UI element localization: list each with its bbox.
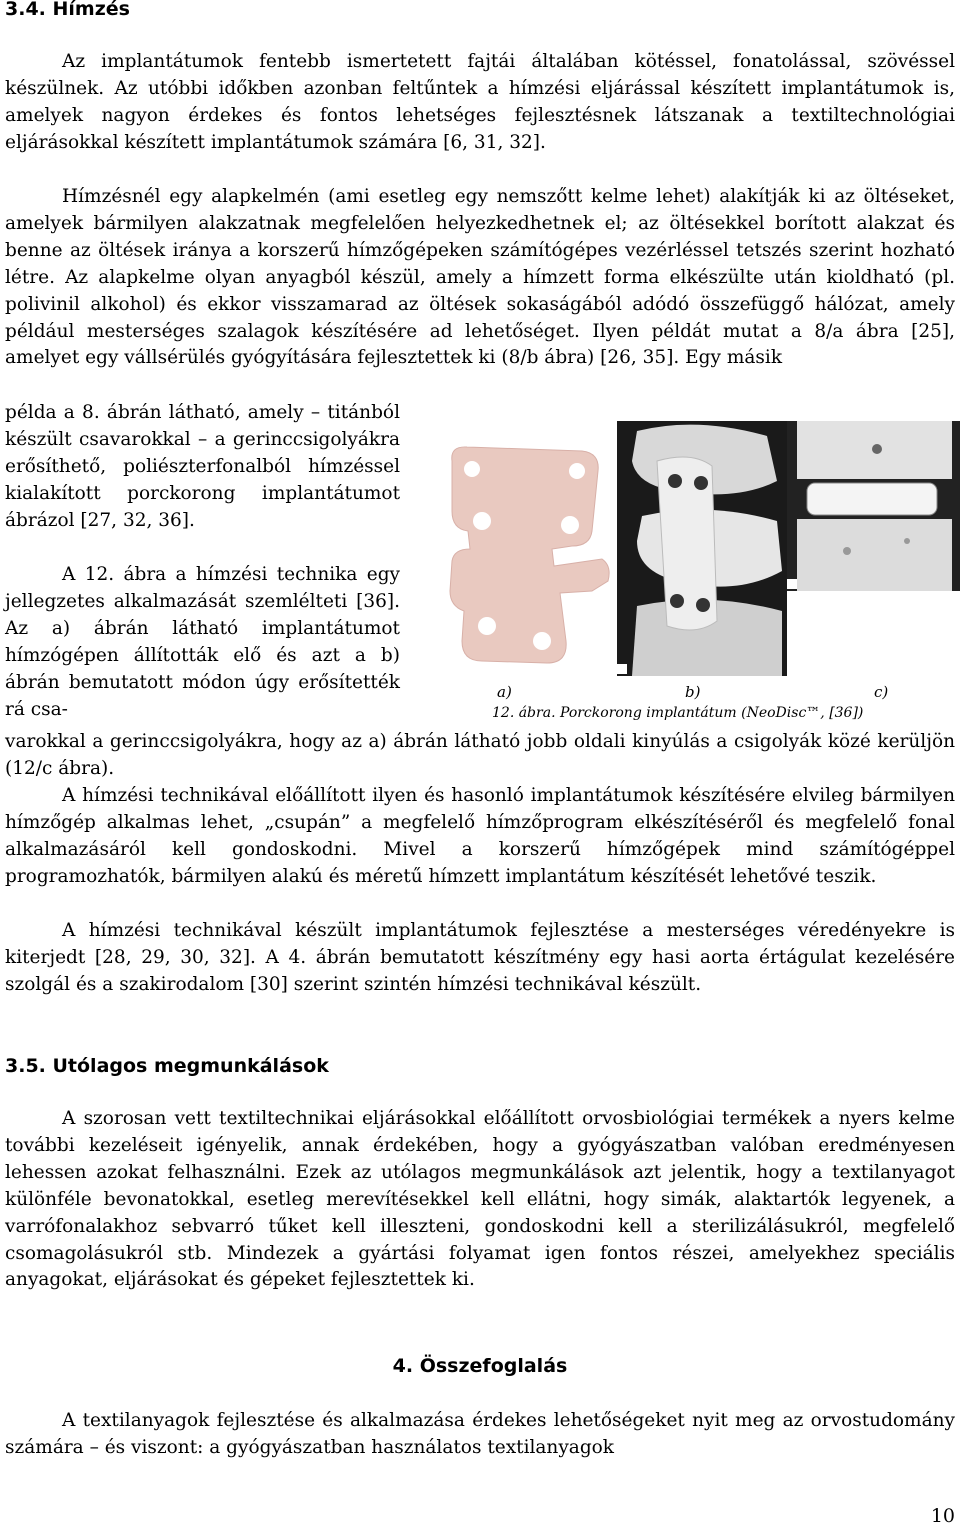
paragraph-3-4-3: A 12. ábra a hímzési technika egy jellegzetes alkalmazását szemlélteti [36]. Az a) ábrán látható implantátumot hímzógépen állították elő és azt a b) ábrán bemutatott módon úgy erősítették rá csa- bbox=[5, 564, 400, 720]
figure-label-b: b) bbox=[685, 683, 701, 701]
paragraph-3-4-3-continued: varokkal a gerinccsigolyákra, hogy az a) ábrán látható jobb oldali kinyúlás a csigolyák közé kerüljön (12/c ábra). bbox=[5, 731, 955, 779]
figure-label-c: c) bbox=[874, 683, 889, 701]
figure-12 bbox=[442, 421, 960, 721]
section-heading-3-5: 3.5. Utólagos megmunkálások bbox=[5, 1055, 329, 1077]
page-number: 10 bbox=[930, 1505, 955, 1527]
figure-label-a: a) bbox=[497, 683, 512, 701]
paragraph-4-1: A textilanyagok fejlesztése és alkalmazása érdekes lehetőségeket nyit meg az orvostudomány számára – és viszont: a gyógyászatban használatos textilanyagok bbox=[5, 1410, 955, 1458]
paragraph-3-4-1: Az implantátumok fentebb ismertetett fajtái általában kötéssel, fonatolással, szövéssel készülnek. Az utóbbi időkben azonban feltűntek a hímzési eljárással készített implantátumok is, amelyek nagyon érdekes és fontos lehetséges fejlesztésnek látszanak a textiltechnológiai eljárásokkal készített implantátumok számára [6, 31, 32]. bbox=[5, 51, 955, 153]
implant-photo-a bbox=[442, 441, 612, 671]
section-heading-3-4: 3.4. Hímzés bbox=[5, 0, 130, 20]
paragraph-3-5-1: A szorosan vett textiltechnikai eljárásokkal előállított orvosbiológiai termékek a nyers kelme további kezeléseit igényelik, annak érdekében, hogy a gyógyászatban valóban eredményesen lehessen azokat felhasználni. Ezek az utólagos megmunkálások azt jelentik, hogy a textilanyagot különféle bevonatokkal, esetleg merevítésekkel kell ellátni, hogy simák, alaktartók legyenek, a varrófonalakhoz sebvarró tűket kell illeszteni, gondoskodni kell a sterilizálásukról, megfelelő csomagolásukról stb. Mindezek a gyártási folyamat igen fontos részei, amelyekhez speciális anyagokat, eljárásokat és gépeket fejlesztettek ki. bbox=[5, 1108, 955, 1291]
paragraph-3-4-2: Hímzésnél egy alapkelmén (ami esetleg egy nemszőtt kelme lehet) alakítják ki az öltéseket, amelyek bármilyen alakzatnak megfelelően helyezkedhetnek el; az öltésekkel borított alakzat és benne az öltések iránya a korszerű hímzőgépeken számítógépes vezérléssel tetszés szerint hozható létre. Az alapkelme olyan anyagból készül, amely a hímzett forma elkészülte után kioldható (pl. polivinil alkohol) és ekkor visszamarad az öltések sokaságából adódó összefüggő hálózat, amely például mesterséges szalagok készítésére ad lehetőséget. Ilyen példát mutat a 8/a ábra [25], amelyet egy vállsérülés gyógyítására fejlesztettek ki (8/b ábra) [26, 35]. Egy másik bbox=[5, 186, 955, 369]
paragraph-3-4-4: A hímzési technikával előállított ilyen és hasonló implantátumok készítésére elvileg bármilyen hímzőgép alkalmas lehet, „csupán” a megfelelő hímzőprogram elkészítéséről és megfelelő fonal alkalmazásáról kell gondoskodni. Mivel a korszerű hímzőgépek mind számítógéppel programozhatók, bármilyen alakú és méretű hímzett implantátum készítését lehetővé teszik. bbox=[5, 785, 955, 887]
implant-photo-b bbox=[617, 421, 787, 676]
paragraph-3-4-5: A hímzési technikával készült implantátumok fejlesztése a mesterséges véredényekre is kiterjedt [28, 29, 30, 32]. A 4. ábrán bemutatott készítmény egy hasi aorta értágulat kezelésére szolgál és a szakirodalom [30] szerint szintén hímzési technikával készült. bbox=[5, 920, 955, 995]
section-heading-4: 4. Összefoglalás bbox=[392, 1355, 568, 1377]
implant-photo-c bbox=[787, 421, 960, 591]
paragraph-3-4-2-continued: példa a 8. ábrán látható, amely – titánból készült csavarokkal – a gerinccsigolyákra erősíthető, poliészterfonalból hímzéssel kialakított porckorong implantátumot ábrázol [27, 32, 36]. bbox=[5, 402, 400, 531]
figure-12-caption: 12. ábra. Porckorong implantátum (NeoDisc™, [36]) bbox=[492, 705, 864, 721]
